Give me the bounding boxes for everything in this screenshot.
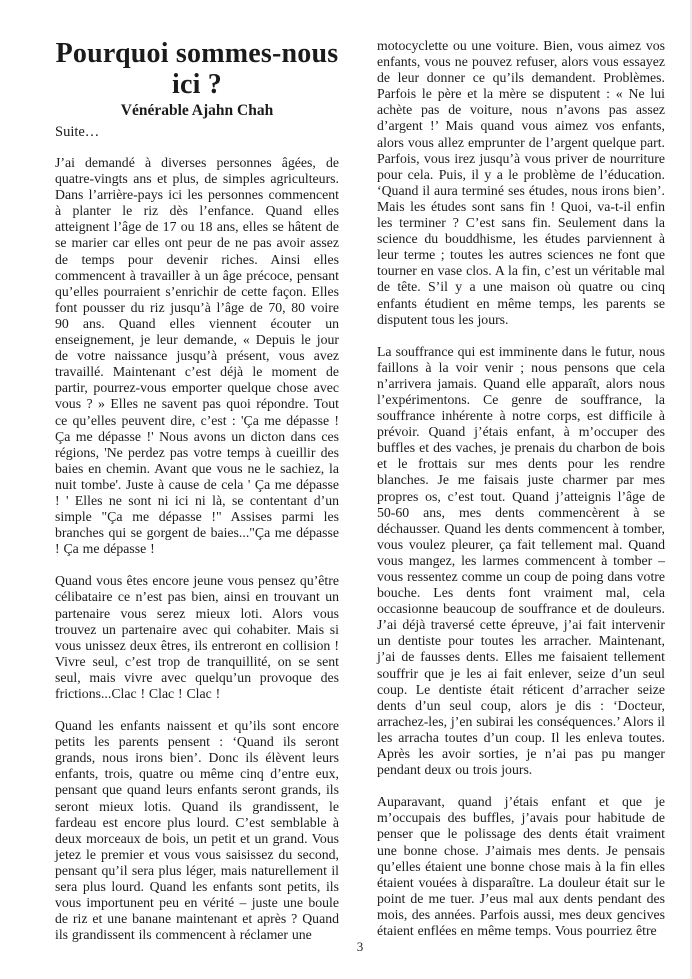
left-column <box>55 38 339 943</box>
paragraph: Quand les enfants naissent et qu’ils sont encore petits les parents pensent : ‘Quand ils seront grands, nous irons bien’. Donc ils élèvent leurs enfants, trois, quatre ou même cinq d’entre eux, pensant que quand leurs enfants seront grands, ils seront mieux lotis. Quand ils grandissent, le fardeau est encore plus lourd. C’est semblable à deux morceaux de bois, un petit et un grand. Vous jetez le premier et vous vous saisissez du second, pensant qu’il sera plus léger, mais naturellement il sera plus lourd. Quand les enfants sont petits, ils vous importunent peu en vérité – juste une boule de riz et une banane maintenant et après ? Quand ils grandissent ils commencent à réclamer une <box>55 718 339 943</box>
right-column-text <box>377 38 665 939</box>
two-column-layout <box>55 38 665 943</box>
paragraph: motocyclette ou une voiture. Bien, vous aimez vos enfants, vous ne pouvez refuser, alors vous essayez de leur donner ce qu’ils demandent. Problèmes. Parfois le père et la mère se disputent : « Ne lui achète pas de voiture, nous n’avons pas assez d’argent !’ Mais quand vous aimez vos enfants, alors vous allez emprunter de l’argent quelque part. Parfois, vous irez jusqu’à vous priver de nourriture pour cela. Puis, il y a le problème de l’éducation. ‘Quand il aura terminé ses études, nous irons bien’. Mais les études sont sans fin ! Quoi, va-t-il enfin les terminer ? C’est sans fin. Seulement dans la science du bouddhisme, les études parviennent à leur terme ; toutes les autres sciences ne font que tourner en vase clos. A la fin, c’est un véritable mal de tête. S’il y a une maison où quatre ou cinq enfants étudient en même temps, les parents se disputent tous les jours. <box>377 38 665 327</box>
page-number: 3 <box>356 939 364 954</box>
paragraph: La souffrance qui est imminente dans le futur, nous faillons à la voir venir ; nous pensons que cela n’arrivera jamais. Quand elle apparaît, alors nous l’expérimentons. Ce genre de souffrance, la souffrance inhérente à notre corps, est difficile à prévoir. Quand j’étais enfant, à m’occuper des buffles et des vaches, je prenais du charbon de bois et le frottais sur mes dents pour les rendre blanches. Je me faisais juste charmer par mes propres os, c’est tout. Quand j’atteignis l’âge de 50-60 ans, mes dents commencèrent à se déchausser. Quand les dents commencent à tomber, vous voulez pleurer, ça fait tellement mal. Quand vous mangez, les larmes commencent à tomber – vous ressentez comme un coup de poing dans votre bouche. Les dents font vraiment mal, cela occasionne beaucoup de souffrance et de douleurs. J’ai déjà traversé cette épreuve, j’ai fait intervenir un dentiste pour toutes les arracher. Maintenant, j’ai de fausses dents. Elles me faisaient tellement souffrir que je les ai fait enlever, seize d’un seul coup. Le dentiste était réticent d’arracher seize dents d’un seul coup, alors je dis : ‘Docteur, arrachez-les, j’en subirai les conséquences.’ Alors il les arracha toutes d’un coup. Il les enleva toutes. Après les avoir sorties, je n’ai pas pu manger pendant deux ou trois jours. <box>377 343 665 778</box>
continuation-label: Suite… <box>55 124 100 140</box>
page-title: Pourquoi sommes-nous ici ? <box>55 38 339 100</box>
left-column-text <box>55 155 339 943</box>
paragraph: Quand vous êtes encore jeune vous pensez qu’être célibataire ce n’est pas bien, ainsi en trouvant un partenaire vous serez mieux loti. Alors vous trouvez un partenaire avec qui cohabiter. Mais si vous unissez deux êtres, ils entreront en collision ! Vivre seul, c’est trop de tranquillité, on se sent seul, mais vivre avec quelqu’un provoque des frictions...Clac ! Clac ! Clac ! <box>55 573 339 701</box>
right-column <box>377 38 665 943</box>
paragraph: J’ai demandé à diverses personnes âgées, de quatre-vingts ans et plus, de simples agriculteurs. Dans l’arrière-pays ici les personnes commencent à planter le riz dès l’enfance. Quand elles atteignent l’âge de 17 ou 18 ans, elles se hâtent de se marier car elles ont peur de ne pas avoir assez de temps pour devenir riches. Ainsi elles commencent à travailler à un âge précoce, pensant qu’elles pourraient s’enrichir de cette façon. Elles font pousser du riz jusqu’à l’âge de 70, 80 voire 90 ans. Quand elles viennent écouter un enseignement, je leur demande, « Depuis le jour de votre naissance jusqu’à présent, vous avez travaillé. Maintenant c’est déjà le moment de partir, pourrez-vous emporter quelque chose avec vous ? » Elles ne savent pas quoi répondre. Tout ce qu’elles peuvent dire, c’est : 'Ça me dépasse ! Ça me dépasse !' Nous avons un dicton dans ces régions, 'Ne perdez pas votre temps à cueillir des baies en chemin. Avant que vous ne le sachiez, la nuit tombe'. Juste à cause de cela ' Ça me dépasse ! ' Elles ne sont ni ici ni là, se contentant d’un simple "Ça me dépasse !" Assises parmi les branches qui se gorgent de baies..."Ça me dépasse ! Ça me dépasse ! <box>55 155 339 557</box>
author-byline: Vénérable Ajahn Chah <box>120 102 274 119</box>
paragraph: Auparavant, quand j’étais enfant et que je m’occupais des buffles, j’avais pour habitude de penser que le polissage des dents était vraiment une bonne chose. J’aimais mes dents. Je pensais qu’elles étaient une bonne chose mais à la fin elles étaient vouées à disparaître. La douleur était sur le point de me tuer. J’eus mal aux dents pendant des mois, des années. Parfois aussi, mes deux gencives étaient enflées en même temps. Vous pourriez être <box>377 794 665 938</box>
